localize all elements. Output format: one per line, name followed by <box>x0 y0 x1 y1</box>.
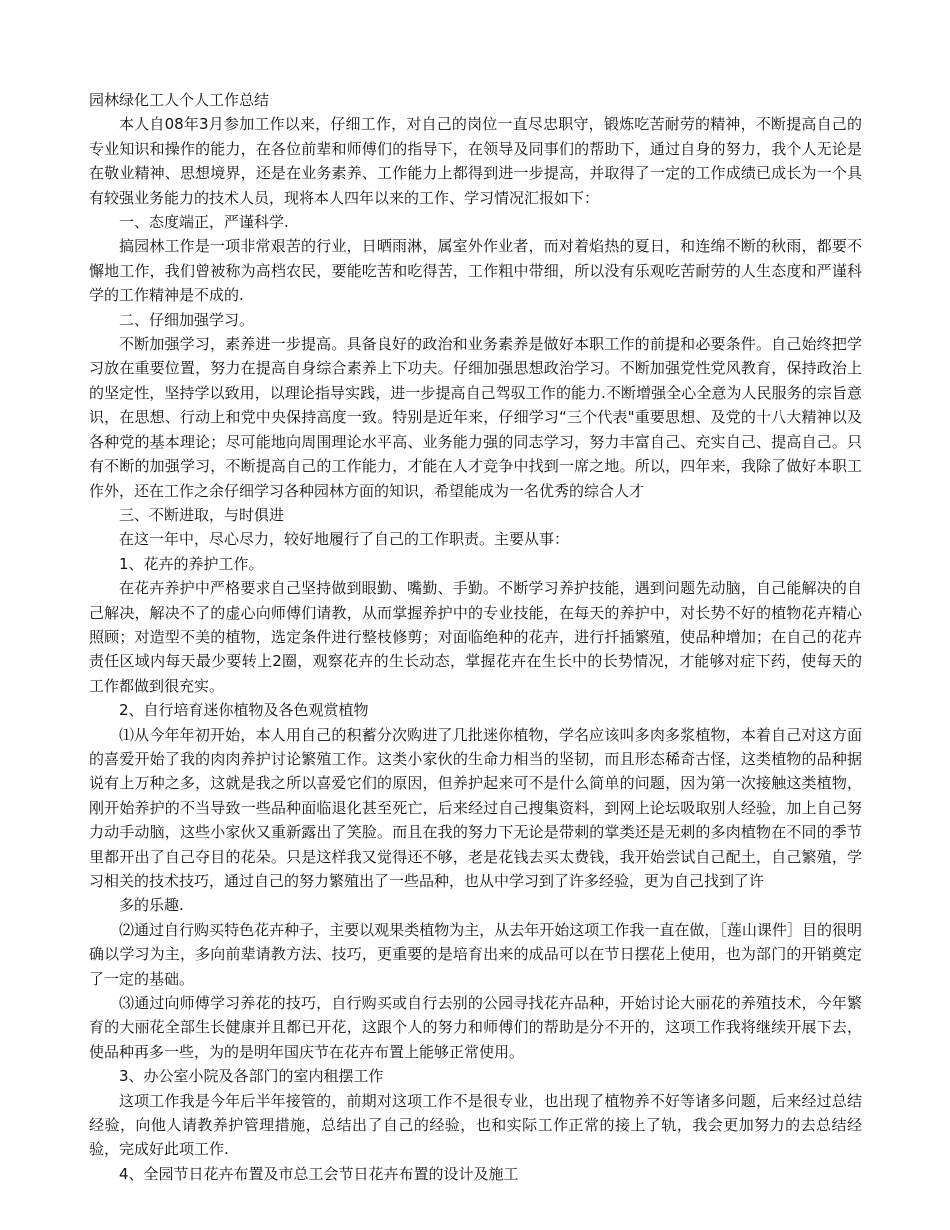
subsection-3-2-paragraph-3: ⑶通过向师傅学习养花的技巧，自行购买或自行去别的公园寻找花卉品种，开始讨论大丽花的养殖技术，今年繁育的大丽花全部生长健康并且都已开花，这跟个人的努力和师傅们的帮助是分不开的，这项工作我将继续开展下去，使品种再多一些，为的是明年国庆节在花卉布置上能够正常使用。 <box>89 994 862 1061</box>
section-3-heading: 三、不断进取，与时俱进 <box>119 505 285 524</box>
subsection-3-3-heading: 3、办公室小院及各部门的室内租摆工作 <box>119 1067 384 1086</box>
section-1-heading: 一、态度端正，严谨科学. <box>119 213 289 232</box>
subsection-3-2-heading: 2、自行培育迷你植物及各色观赏植物 <box>119 701 369 720</box>
subsection-3-4-heading: 4、全园节日花卉布置及市总工会节日花卉布置的设计及施工 <box>119 1164 519 1183</box>
subsection-3-2-paragraph-1: ⑴从今年年初开始，本人用自己的积蓄分次购进了几批迷你植物，学名应该叫多肉多浆植物，本着自己对这方面的喜爱开始了我的肉肉养护讨论繁殖工作。这类小家伙的生命力相当的坚韧，而且形态稀奇古怪，这类植物的品种据说有上万种之多，这就是我之所以喜爱它们的原因，但养护起来可不是什么简单的问题，因为第一次接触这类植物，刚开始养护的不当导致一些品种面临退化甚至死亡，后来经过自己搜集资料，到网上论坛吸取别人经验，加上自己努力动手动脑，这些小家伙又重新露出了笑脸。而且在我的努力下无论是带刺的掌类还是无刺的多肉植物在不同的季节里都开出了自己夺目的花朵。只是这样我又觉得还不够，老是花钱去买太费钱，我开始尝试自己配土，自己繁殖，学习相关的技术技巧，通过自己的努力繁殖出了一些品种，也从中学习到了许多经验，更为自己找到了许 <box>89 725 862 890</box>
subsection-3-2-paragraph-2: ⑵通过自行购买特色花卉种子，主要以观果类植物为主，从去年开始这项工作我一直在做，［莲山课件］目的很明确以学习为主，多向前辈请教方法、技巧，更重要的是培育出来的成品可以在节日摆花上使用，也为部门的开销奠定了一定的基础。 <box>89 920 862 988</box>
section-3-intro: 在这一年中，尽心尽力，较好地履行了自己的工作职责。主要从事： <box>119 530 570 549</box>
subsection-3-3-body: 这项工作我是今年后半年接管的，前期对这项工作不是很专业，也出现了植物养不好等诸多问题，后来经过总结经验，向他人请教养护管理措施，总结出了自己的经验，也和实际工作正常的接上了轨，我会更加努力的去总结经验，完成好此项工作. <box>89 1091 862 1159</box>
section-2-body: 不断加强学习，素养进一步提高。具备良好的政治和业务素养是做好本职工作的前提和必要条件。自己始终把学习放在重要位置，努力在提高自身综合素养上下功夫。仔细加强思想政治学习。不断加强党性党风教育，保持政治上的坚定性，坚持学以致用，以理论指导实践，进一步提高自己驾驭工作的能力.不断增强全心全意为人民服务的宗旨意识，在思想、行动上和党中央保持高度一致。特别是近年来，仔细学习“三个代表"重要思想、及党的十八大精神以及各种党的基本理论；尽可能地向周围理论水平高、业务能力强的同志学习，努力丰富自己、充实自己、提高自己。只有不断的加强学习，不断提高自己的工作能力，才能在人才竞争中找到一席之地。所以，四年来，我除了做好本职工作外，还在工作之余仔细学习各种园林方面的知识，希望能成为一名优秀的综合人才 <box>89 335 862 500</box>
section-2-heading: 二、仔细加强学习。 <box>119 310 255 329</box>
subsection-3-2-paragraph-1-continued: 多的乐趣. <box>119 896 184 915</box>
subsection-3-1-body: 在花卉养护中严格要求自己坚持做到眼勤、嘴勤、手勤。不断学习养护技能，遇到问题先动脑，自己能解决的自己解决，解决不了的虚心向师傅们请教，从而掌握养护中的专业技能，在每天的养护中，对长势不好的植物花卉精心照顾；对造型不美的植物，选定条件进行整枝修剪；对面临绝种的花卉，进行扦插繁殖，使品种增加；在自己的花卉责任区域内每天最少要转上2圈，观察花卉的生长动态，掌握花卉在生长中的长势情况，才能够对症下药，使每天的工作都做到很充实。 <box>89 579 862 695</box>
intro-paragraph: 本人自08年3月参加工作以来，仔细工作，对自己的岗位一直尽忠职守，锻炼吃苦耐劳的精神，不断提高自己的专业知识和操作的能力，在各位前辈和师傅们的指导下，在领导及同事们的帮助下，通过自身的努力，我个人无论是在敬业精神、思想境界，还是在业务素养、工作能力上都得到进一步提高，并取得了一定的工作成绩已成长为一个具有较强业务能力的技术人员，现将本人四年以来的工作、学习情况汇报如下： <box>89 115 862 207</box>
section-1-body: 搞园林工作是一项非常艰苦的行业，日晒雨淋，属室外作业者，而对着焰热的夏日，和连绵不断的秋雨，都要不懈地工作，我们曾被称为高档农民，要能吃苦和吃得苦，工作粗中带细，所以没有乐观吃苦耐劳的人生态度和严谨科学的工作精神是不成的. <box>89 237 862 305</box>
document-title: 园林绿化工人个人工作总结 <box>89 91 270 109</box>
subsection-3-1-heading: 1、花卉的养护工作。 <box>119 554 264 573</box>
